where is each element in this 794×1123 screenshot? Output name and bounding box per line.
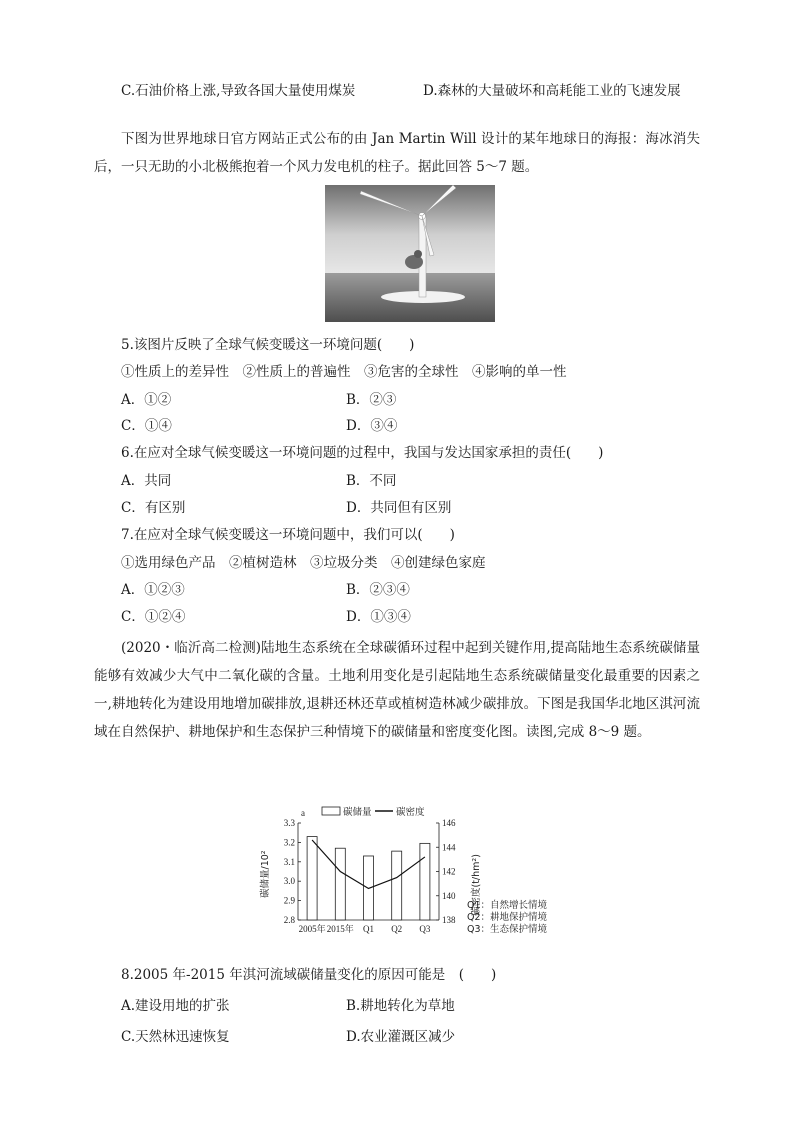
x-tick-label: Q1 (363, 924, 374, 934)
y2-axis-label: 碳密度(t/hm²) (471, 854, 482, 916)
q7-option-d[interactable]: D．①③④ (346, 609, 411, 625)
poster-illustration (325, 185, 495, 322)
storage-bar (420, 843, 430, 920)
y-tick-label: 3.1 (283, 856, 295, 867)
storage-bar (335, 848, 345, 920)
wind-turbine-polar-bear-image (325, 185, 495, 322)
q5-option-d[interactable]: D．③④ (346, 418, 398, 434)
y-tick-label: 2.9 (283, 895, 295, 906)
q7-option-c[interactable]: C．①②④ (121, 609, 186, 625)
q5-option-a[interactable]: A．①② (121, 392, 172, 408)
legend-line-label: 碳密度 (396, 807, 425, 818)
y2-tick-label: 140 (442, 890, 456, 901)
y2-tick-label: 138 (442, 915, 456, 925)
q5-option-c[interactable]: C．①④ (121, 418, 172, 434)
y2-tick-label: 142 (442, 866, 456, 877)
q7-stem: 7.在应对全球气候变暖这一环境问题中，我们可以( ) (121, 527, 455, 543)
q6-stem: 6.在应对全球气候变暖这一环境问题的过程中，我国与发达国家承担的责任( ) (121, 445, 604, 461)
q5-stem: 5.该图片反映了全球气候变暖这一环境问题( ) (121, 337, 415, 353)
q6-option-a[interactable]: A．共同 (121, 473, 172, 489)
y-tick-label: 3.3 (283, 818, 295, 828)
q8-stem: 8.2005 年-2015 年淇河流域碳储量变化的原因可能是 ( ) (121, 967, 497, 983)
note-q1: Q1：自然增长情境 (467, 900, 548, 911)
y-tick-label: 3.0 (283, 876, 295, 887)
y-tick-label: 2.8 (283, 915, 295, 925)
q6-option-b[interactable]: B．不同 (346, 473, 397, 489)
prev-option-c: C.石油价格上涨,导致各国大量使用煤炭 (121, 83, 356, 99)
q8-option-d[interactable]: D.农业灌溉区减少 (346, 1029, 456, 1045)
legend-bar-swatch (322, 807, 340, 815)
q6-option-d[interactable]: D．共同但有区别 (346, 500, 452, 516)
carbon-storage-density-chart (255, 798, 565, 940)
legend-bar-label: 碳储量 (343, 807, 372, 818)
q8-option-c[interactable]: C.天然林迅速恢复 (121, 1029, 230, 1045)
chart-intro-paragraph: (2020・临沂高二检测)陆地生态系统在全球碳循环过程中起到关键作用,提高陆地生态系统碳储量能够有效减少大气中二氧化碳的含量。土地利用变化是引起陆地生态系统碳储量变化最重要的因素之一,耕地转化为建设用地增加碳排放,退耕还林还草或植树造林减少碳排放。下图是我国华北地区淇河流域在自然保护、耕地保护和生态保护三种情境下的碳储量和密度变化图。读图,完成 8～9 题。 (94, 640, 700, 740)
prev-option-d: D.森林的大量破坏和高耗能工业的飞速发展 (423, 83, 681, 99)
q7-option-a[interactable]: A．①②③ (121, 582, 185, 598)
q7-option-b[interactable]: B．②③④ (346, 582, 410, 598)
storage-bar (392, 851, 402, 920)
x-tick-label: Q2 (391, 924, 403, 934)
q8-option-a[interactable]: A.建设用地的扩张 (121, 998, 230, 1014)
x-tick-label: Q3 (419, 924, 431, 934)
q5-items: ①性质上的差异性 ②性质上的普遍性 ③危害的全球性 ④影响的单一性 (121, 364, 567, 380)
q5-option-b[interactable]: B．②③ (346, 392, 397, 408)
y-tick-label: 3.2 (283, 837, 295, 848)
x-tick-label: 2005年 (298, 924, 326, 934)
y2-tick-label: 144 (442, 842, 456, 853)
q7-items: ①选用绿色产品 ②植树造林 ③垃圾分类 ④创建绿色家庭 (121, 555, 486, 571)
poster-intro-paragraph: 下图为世界地球日官方网站正式公布的由 Jan Martin Will 设计的某年地球日的海报：海冰消失后，一只无助的小北极熊抱着一个风力发电机的柱子。据此回答 5～7 题。 (94, 131, 700, 175)
x-tick-label: 2015年 (326, 924, 354, 934)
note-q2: Q2：耕地保护情境 (467, 912, 548, 923)
q8-option-b[interactable]: B.耕地转化为草地 (346, 998, 455, 1014)
y2-tick-label: 146 (442, 818, 456, 828)
storage-bar (307, 837, 317, 920)
note-q3: Q3：生态保护情境 (467, 924, 548, 935)
q6-option-c[interactable]: C．有区别 (121, 500, 186, 516)
y-axis-label: 碳储量/10² (260, 850, 271, 898)
left-unit-mark: a (301, 808, 305, 818)
